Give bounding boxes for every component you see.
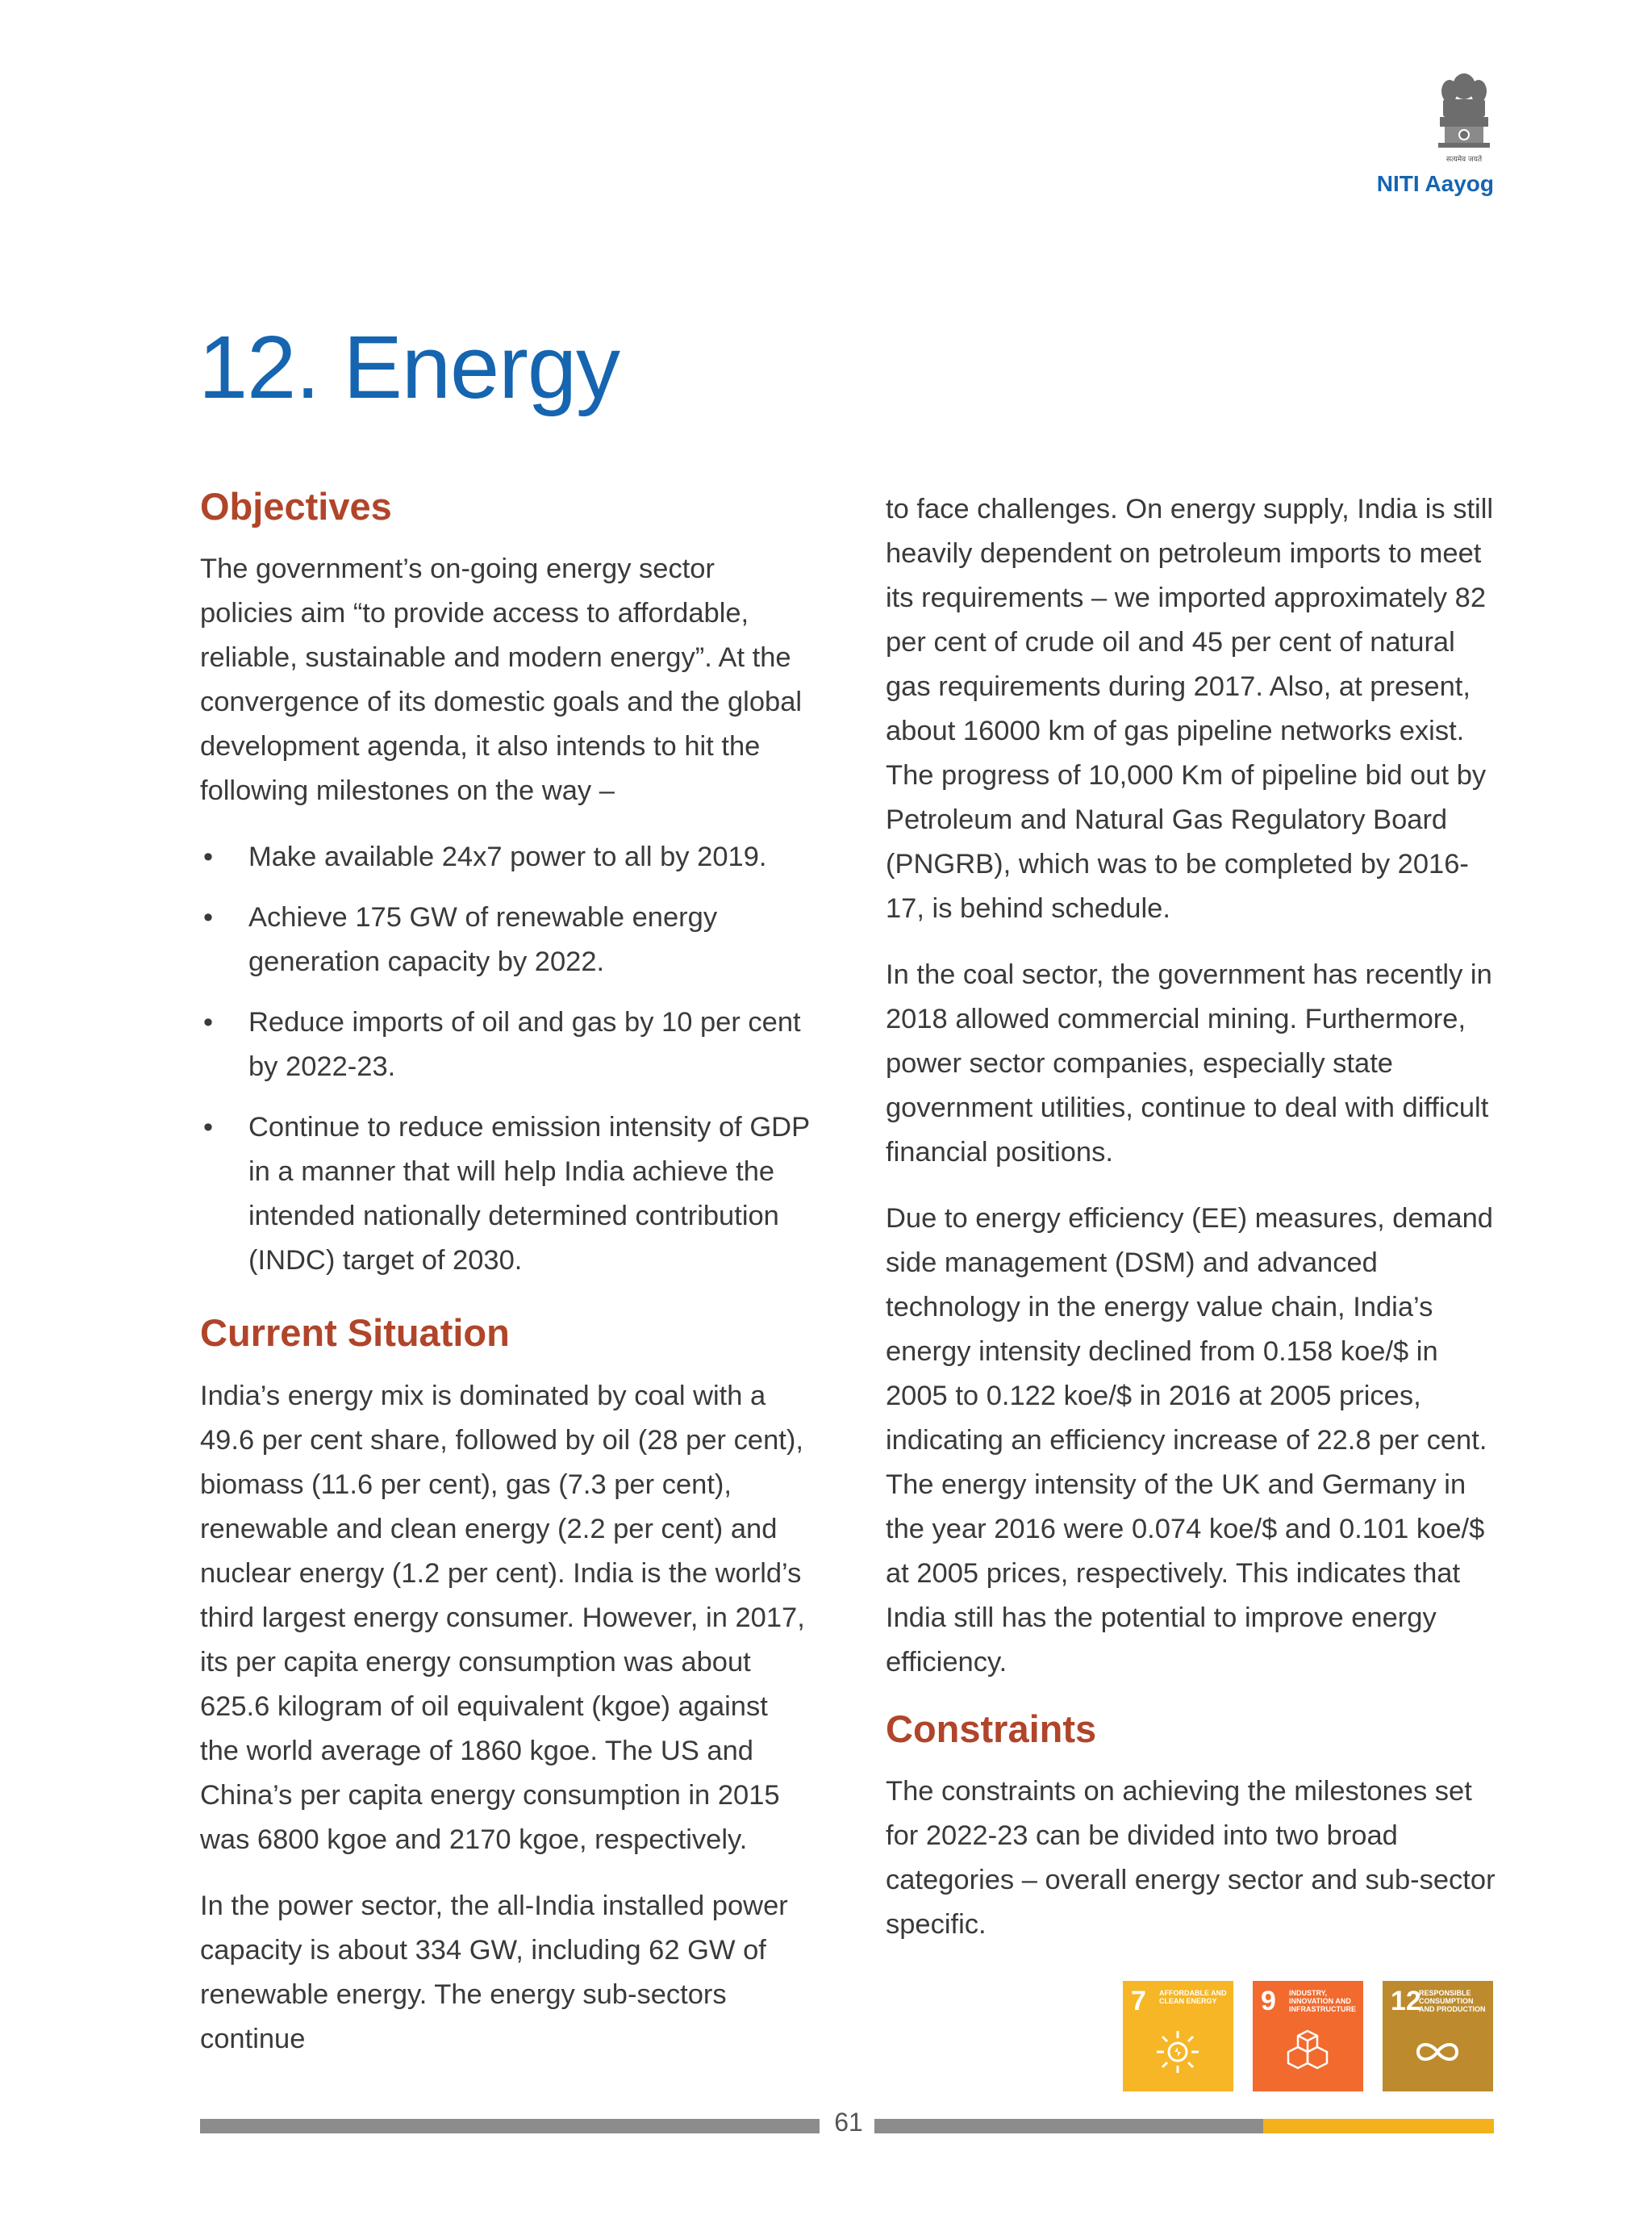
sdg-number: 9 bbox=[1261, 1986, 1276, 2016]
coal-sector-paragraph: In the coal sector, the government has recently in 2018 allowed commercial mining. Furthermore, power sector companies, especially state government utilities, continue to deal with difficult financial positions. bbox=[886, 959, 1492, 1168]
sdg-label: AFFORDABLE AND CLEAN ENERGY bbox=[1159, 1989, 1227, 2005]
sdg-12-tile bbox=[1383, 1981, 1493, 2091]
sdg-9-tile bbox=[1253, 1981, 1363, 2091]
sun-icon bbox=[1153, 2028, 1202, 2076]
objectives-heading: Objectives bbox=[200, 485, 392, 528]
sdg-number: 12 bbox=[1391, 1986, 1421, 2016]
list-item-text: Make available 24x7 power to all by 2019. bbox=[248, 842, 767, 873]
sdg-number: 7 bbox=[1131, 1986, 1146, 2016]
bullet-icon: • bbox=[203, 1112, 214, 1143]
right-column bbox=[886, 487, 1507, 1969]
energy-efficiency-paragraph: Due to energy efficiency (EE) measures, demand side management (DSM) and advanced technology in the energy value chain, India’s energy intensity declined from 0.158 koe/$ in 2005 to 0.122 koe/$ in 2016 at 2005 prices, indicating an efficiency increase of 22.8 per cent. The energy intensity of the UK and Germany in the year 2016 were 0.074 koe/$ and 0.101 koe/$ at 2005 prices, respectively. This indicates that India still has the potential to improve energy efficiency. bbox=[886, 1203, 1493, 1678]
footer-bar-right bbox=[874, 2119, 1263, 2133]
milestones-list bbox=[200, 835, 813, 1283]
list-item bbox=[200, 1105, 813, 1283]
sdg-7-tile bbox=[1123, 1981, 1233, 2091]
energy-mix-paragraph: India’s energy mix is dominated by coal with a 49.6 per cent share, followed by oil (28 per cent), biomass (11.6 per cent), gas (7.3 per cent), renewable and clean energy (2.2 per cent) and nuclear energy (1.2 per cent). India is the world’s third largest energy consumer. However, in 2017, its per capita energy consumption was about 625.6 kilogram of oil equivalent (kgoe) against the world average of 1860 kgoe. The US and China’s per capita energy consumption in 2015 was 6800 kgoe and 2170 kgoe, respectively. bbox=[200, 1380, 805, 1855]
list-item bbox=[200, 896, 813, 984]
constraints-paragraph: The constraints on achieving the milestones set for 2022-23 can be divided into two broad categories – overall energy sector and sub-sector specific. bbox=[886, 1776, 1496, 1941]
sdg-label: INDUSTRY, INNOVATION AND INFRASTRUCTURE bbox=[1289, 1989, 1356, 2013]
organization-name: NITI Aayog bbox=[1376, 171, 1494, 196]
bullet-icon: • bbox=[203, 902, 214, 934]
constraints-heading: Constraints bbox=[886, 1707, 1097, 1750]
cubes-icon bbox=[1283, 2028, 1332, 2076]
page-number: 61 bbox=[834, 2108, 863, 2137]
bullet-icon: • bbox=[203, 1007, 214, 1038]
infinity-icon bbox=[1413, 2028, 1462, 2076]
current-situation-heading: Current Situation bbox=[200, 1311, 510, 1355]
energy-supply-paragraph: to face challenges. On energy supply, India is still heavily dependent on petroleum imports to meet its requirements – we imported approximately 82 per cent of crude oil and 45 per cent of natural gas requirements during 2017. Also, at present, about 16000 km of gas pipeline networks exist. The progress of 10,000 Km of pipeline bid out by Petroleum and Natural Gas Regulatory Board (PNGRB), which was to be completed by 2016-17, is behind schedule. bbox=[886, 494, 1494, 924]
list-item-text: Continue to reduce emission intensity of GDP in a manner that will help India achieve the intended nationally determined contribution (INDC) target of 2030. bbox=[248, 1112, 810, 1276]
emblem-motto: सत्यमेव जयते bbox=[1446, 156, 1483, 164]
list-item-text: Reduce imports of oil and gas by 10 per cent by 2022-23. bbox=[248, 1007, 801, 1083]
objectives-intro: The government’s on-going energy sector policies aim “to provide access to affordable, reliable, sustainable and modern energy”. At the convergence of its domestic goals and the global development agenda, it also intends to hit the following milestones on the way – bbox=[200, 554, 803, 807]
footer-bar-accent bbox=[1263, 2119, 1494, 2133]
power-sector-paragraph: In the power sector, the all-India installed power capacity is about 334 GW, including 62 GW of renewable energy. The energy sub-sectors continue bbox=[200, 1890, 788, 2054]
chapter-title: 12. Energy bbox=[198, 318, 620, 417]
national-emblem-icon bbox=[1432, 69, 1496, 169]
footer-bar-left bbox=[200, 2119, 820, 2133]
sdg-label: RESPONSIBLE CONSUMPTION AND PRODUCTION bbox=[1419, 1989, 1486, 2013]
list-item-text: Achieve 175 GW of renewable energy generation capacity by 2022. bbox=[248, 902, 718, 978]
sdg-icons bbox=[1123, 1981, 1493, 2091]
list-item bbox=[200, 1001, 813, 1089]
bullet-icon: • bbox=[203, 842, 214, 873]
list-item bbox=[200, 835, 813, 880]
left-column bbox=[200, 484, 813, 2083]
